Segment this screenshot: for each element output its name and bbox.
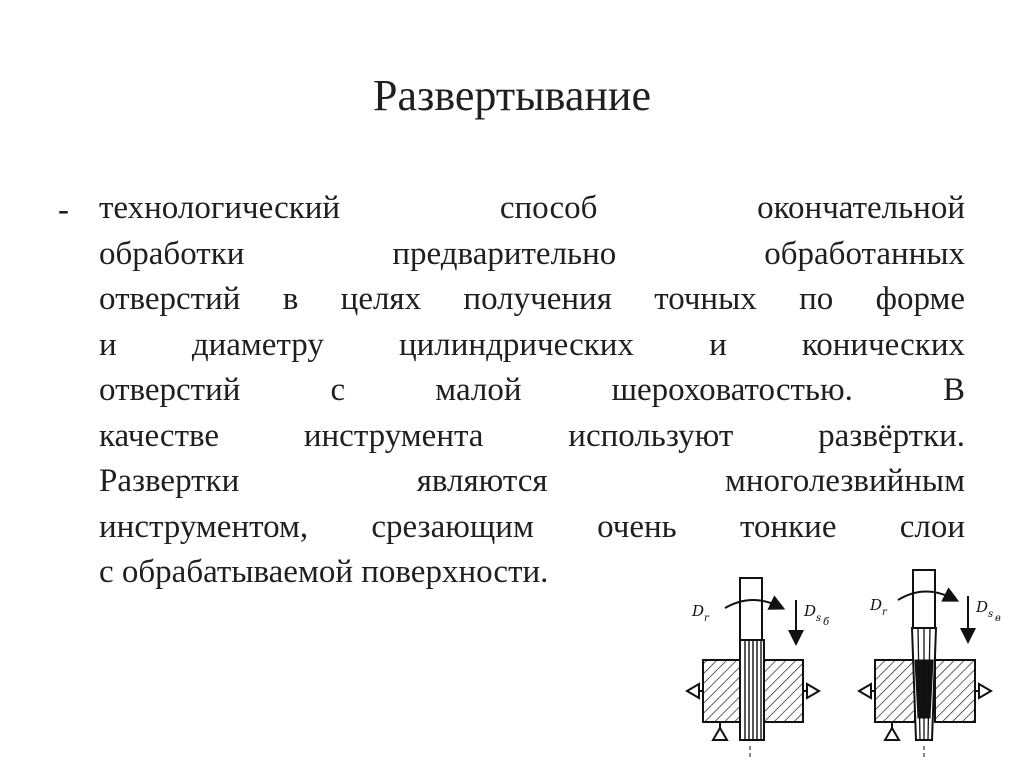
support-right-icon	[807, 684, 819, 698]
conical-reaming-view	[859, 570, 1001, 758]
text-line: с обрабатываемой поверхности.	[99, 554, 549, 590]
rotation-sub: r	[704, 613, 709, 624]
rotation-sub: r	[882, 607, 887, 618]
rotation-label: D	[870, 596, 883, 614]
text-line: Развертки являются многолезвийным	[99, 463, 965, 499]
text-line: инструментом, срезающим очень тонкие слои	[99, 508, 965, 545]
feed-sub2: в	[995, 613, 1001, 624]
text-line: технологический способ окончательной	[99, 190, 965, 226]
text-line: обработки предварительно обработанных	[99, 235, 965, 272]
workpiece-right-half	[763, 660, 803, 722]
rotation-label: D	[692, 602, 705, 620]
support-left-icon	[687, 684, 699, 698]
reaming-diagram	[670, 568, 1020, 763]
support-right-icon	[979, 684, 991, 698]
feed-sub2: б	[823, 617, 830, 628]
definition-text	[99, 186, 965, 596]
support-bottom-icon	[885, 728, 899, 740]
reaming-diagram-svg	[670, 568, 1020, 763]
feed-label: D	[804, 602, 817, 620]
feed-sub: s	[988, 609, 994, 620]
reamer-shank	[740, 578, 762, 640]
support-left-icon	[859, 684, 871, 698]
text-line: отверстий с малой шероховатостью. В	[99, 372, 965, 408]
support-bottom-icon	[713, 728, 727, 740]
workpiece-left-half	[703, 660, 743, 722]
reamer-shank	[913, 570, 935, 628]
cylindrical-reaming-view	[687, 578, 830, 758]
slide-title: Развертывание	[373, 71, 651, 120]
list-dash: -	[58, 192, 69, 228]
feed-label: D	[976, 598, 989, 616]
workpiece-left-half	[875, 660, 915, 722]
text-line: качестве инструмента используют развёртки.	[99, 417, 965, 454]
workpiece-right-half	[935, 660, 975, 722]
text-line: и диаметру цилиндрических и конических	[99, 326, 965, 363]
feed-sub: s	[816, 613, 822, 624]
text-line: отверстий в целях получения точных по форме	[99, 281, 965, 317]
